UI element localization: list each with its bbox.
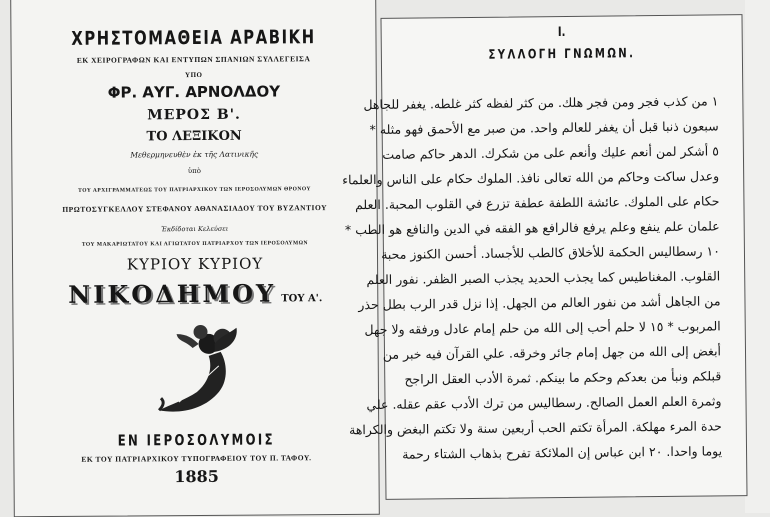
text-line: علمان علم ينفع وعلم يرفع فالرافع هو الفقه في الدين والنافع هو الطب *: [344, 218, 720, 238]
text-line: القلوب. المغناطيس كما يجذب الحديد يجذب الصبر الظفر. نفور العلم: [366, 268, 721, 288]
patron-title: ΚΥΡΙΟΥ ΚΥΡΙΟΥ: [126, 254, 264, 274]
section-title: ΤΟ ΛΕΞΙΚΟΝ: [146, 128, 242, 145]
translator-line-1: ΤΟΥ ΑΡΧΙΓΡΑΜΜΑΤΕΩΣ ΤΟΥ ΠΑΤΡΙΑΡΧΙΚΟΥ ΤΩΝ ΙΕΡΟΣΟΛΥΜΩΝ ΘΡΟΝΟΥ: [78, 186, 311, 194]
text-line: وعدل ساكت وحاكم من الله تعالى نافذ. الملوك حكام على الناس والعلماء: [342, 168, 720, 188]
by-label: ΥΠΟ: [184, 70, 203, 80]
text-line: وثمرة العلم العمل الصالح. رسطاليس من ترك الأدب عقم عقله. علي: [366, 393, 722, 413]
translator-line-2: ΠΡΩΤΟΣΥΓΚΕΛΛΟΥ ΣΤΕΦΑΝΟΥ ΑΘΑΝΑΣΙΑΔΟΥ ΤΟΥ ΒΥΖΑΝΤΙΟΥ: [62, 203, 328, 214]
text-line: من الجاهل أشد من نفور العالم من الجهل. إذا نزل قدر الرب بطل حذر: [358, 293, 721, 313]
book-subtitle: ΕΚ ΧΕΙΡΟΓΡΑΦΩΝ ΚΑΙ ΕΝΤΥΠΩΝ ΣΠΑΝΙΩΝ ΣΥΛΛΕΓΕΙΣΑ: [76, 54, 311, 65]
text-line: أبغض إلى الله من جهل إمام جائر وخرقه. علي القرآن فيه خبر من: [382, 343, 722, 362]
text-line: ٥ أشكر لمن أنعم عليك وأنعم على من شكرك. الدهر حاكم صامت: [382, 143, 719, 162]
by-label-2: ὑπὸ: [187, 166, 201, 176]
text-line: قبلكم ونبأ من بعدكم وحكم ما بينكم. ثمرة الأدب العقل الراجح: [404, 368, 722, 387]
text-line: المربوب * ١٥ لا حلم أحب إلى الله من حلم إمام عادل ورفقه ولا جهل: [364, 318, 721, 338]
title-page: [10, 0, 380, 517]
text-page: [342, 14, 747, 500]
text-line: يوما واحدا. ٢٠ ابن عباس إن الملائكة تفرح بذهاب الشتاء رحمة: [402, 443, 723, 462]
published-note: Ἐκδίδοται Κελεύσει: [161, 224, 229, 234]
patron-line: ΤΟΥ ΜΑΚΑΡΙΩΤΑΤΟΥ ΚΑΙ ΑΓΙΩΤΑΤΟΥ ΠΑΤΡΙΑΡΧΟΥ ΤΩΝ ΙΕΡΟΣΟΛΥΜΩΝ: [81, 240, 309, 248]
text-line: حدة المرء مهلكة. المرأة تكتم الحب أربعين سنة ولا تكتم البغض والكراهة: [349, 418, 722, 438]
printer-line: ΕΚ ΤΟΥ ΠΑΤΡΙΑΡΧΙΚΟΥ ΤΥΠΟΓΡΑΦΕΙΟΥ ΤΟΥ Π. ΤΑΦΟΥ.: [81, 453, 312, 464]
text-line: ١ من كذب فجر ومن فجر هلك. من كثر لفظه كثر غلطه. يغفر للجاهل: [363, 93, 719, 113]
patron-name: ΝΙΚΟΔΗΜΟΥ: [68, 278, 277, 309]
translated-note: Μεθερμηνευθὲν ἐκ τῆς Λατινικῆς: [130, 149, 259, 160]
part-label: ΜΕΡΟΣ Β'.: [147, 106, 241, 124]
chapter-number: I.: [557, 24, 566, 41]
publication-year: 1885: [174, 466, 219, 487]
book-title: ΧΡΗΣΤΟΜΑΘΕΙΑ ΑΡΑΒΙΚΗ: [71, 26, 316, 50]
text-line: سبعون ذنبا قبل أن يغفر للعالم واحد. من صبر مع الأحمق فهو مثله *: [369, 118, 719, 138]
chapter-heading: ΣΥΛΛΟΓΗ ΓΝΩΜΩΝ.: [488, 46, 636, 63]
cornucopia-vignette-icon: [148, 322, 249, 423]
background-surface: [745, 0, 770, 513]
place-of-publication: ΕΝ ΙΕΡΟΣΟΛΥΜΟΙΣ: [117, 430, 275, 450]
text-line: ١٠ رسطاليس الحكمة للأخلاق كالطب للأجساد. أحسن الكنوز محبة: [381, 243, 721, 262]
author-name: ΦΡ. ΑΥΓ. ΑΡΝΟΛΔΟΥ: [107, 82, 281, 102]
patron-suffix: ΤΟΥ Α'.: [281, 293, 323, 305]
text-line: حكام على الملوك. عائشة اللطفة عطفة تزرع في القلوب المحبة. العلم: [354, 193, 720, 213]
patron-name-row: [13, 278, 377, 310]
